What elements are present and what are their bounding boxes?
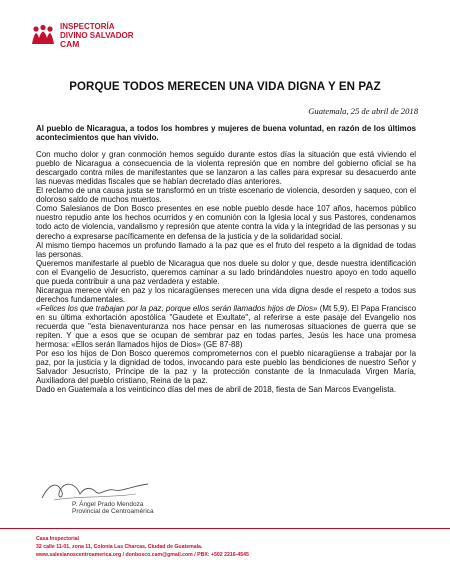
quote-rest: . El Papa Francisco en su última exhortación apostólica "Gaudete et Exultate", al referirse a este pasaje del Evangelio nos recuerda que "esta bienaventuranza nos hace pensar en las numerosas situaciones de guerra que se repiten. Y que a esos que se ocupan de sembrar paz en todas partes, Jesús les hace una promesa hermosa: «Ellos serán llamados hijos de Dios» (GE 87-88) xyxy=(36,303,417,350)
paragraph: Dado en Guatemala a los veinticinco días del mes de abril de 2018, fiesta de San Marcos Evangelista. xyxy=(36,385,397,395)
signatory-role: Provincial de Centroamérica xyxy=(72,508,154,515)
paragraph: Por eso los hijos de Don Bosco queremos comprometernos con el pueblo nicaragüense a trabajar por la paz, por la justicia y la dignidad de todos, invocando para este pueblo las bendiciones de nuestro Señor y Salvador Jesucristo, Príncipe de la paz y la protección constante de la Inmaculada Virgen María, Auxiliadora del pueblo cristiano, Reina de la paz. xyxy=(36,349,416,386)
logo-text xyxy=(60,22,133,49)
signature-caption xyxy=(72,501,154,515)
paragraph: Al mismo tiempo hacemos un profundo llamado a la paz que es el fruto del respeto a la dignidad de todas las personas. xyxy=(36,240,416,259)
logo-line-2: DIVINO SALVADOR xyxy=(60,31,134,40)
signatory-name: P. Ángel Prado Mendoza xyxy=(72,501,144,508)
footer-line-1: Casa Inspectorial xyxy=(36,536,79,542)
letter-body xyxy=(36,124,416,394)
quote-ref: (Mt 5,9) xyxy=(319,303,348,313)
paragraph: Con mucho dolor y gran conmoción hemos seguido durante estos días la situación que está viviendo el pueblo de Nicaragua a consecuencia de la violenta represión que en nombre del gobierno oficial se ha descargado contra miles de manifestantes que se lanzaron a las calles para expresar su desacuerdo ante las nuevas medidas fiscales que se habían decretado días anteriores. xyxy=(36,150,416,187)
footer-line-3[interactable]: www.salesianoscentroamerica.org / donbosco.cam@gmail.com / PBX: +502 2216-4545 xyxy=(36,552,249,558)
document-date: Guatemala, 25 de abril de 2018 xyxy=(308,106,418,116)
document-title: PORQUE TODOS MERECEN UNA VIDA DIGNA Y EN PAZ xyxy=(69,81,381,93)
salesian-logo-icon xyxy=(30,24,56,46)
logo-line-1: INSPECTORÍA xyxy=(60,22,115,31)
paragraph: El reclamo de una causa justa se transformó en un triste escenario de violencia, desorden y saqueo, con el doloroso saldo de muchos muertos. xyxy=(36,186,416,205)
logo-line-3: CAM xyxy=(60,39,80,49)
signature-block xyxy=(36,478,196,518)
lead-paragraph: Al pueblo de Nicaragua, a todos los hombres y mujeres de buena voluntad, en razón de los últimos acontecimientos que han vivido. xyxy=(36,124,416,143)
paragraph: Como Salesianos de Don Bosco presentes en ese noble pueblo desde hace 107 años, hacemos público nuestro repudio ante los hechos ocurridos y en comunión con la Iglesia local y sus Pastores, condenamos todo acto de violencia, vandalismo y represión que atente contra la vida y la integridad de las personas y su derecho a expresarse pacíficamente en defensa de la justicia y de la solidaridad social. xyxy=(36,204,416,241)
paragraph: Queremos manifestarle al pueblo de Nicaragua que nos duele su dolor y que, desde nuestra identificación con el Evangelio de Jesucristo, queremos caminar a su lado brindándoles nuestro apoyo en todo aquello que pueda contribuir a una paz verdadera y estable. xyxy=(36,258,416,286)
letterhead xyxy=(18,10,218,62)
quote-paragraph xyxy=(36,304,416,349)
footer-address xyxy=(36,535,249,559)
letter-footer xyxy=(0,528,450,579)
footer-line-2: 32 calle 11-01, zona 11, Colonia Las Charcas, Ciudad de Guatemala. xyxy=(36,544,203,550)
paragraph: Nicaragua merece vivir en paz y los nicaragüenses merecen una vida digna desde el respeto a todos sus derechos fundamentales. xyxy=(36,285,416,304)
quote-cite: «Felices los que trabajan por la paz, porque ellos serán llamados hijos de Dios» xyxy=(36,303,318,313)
